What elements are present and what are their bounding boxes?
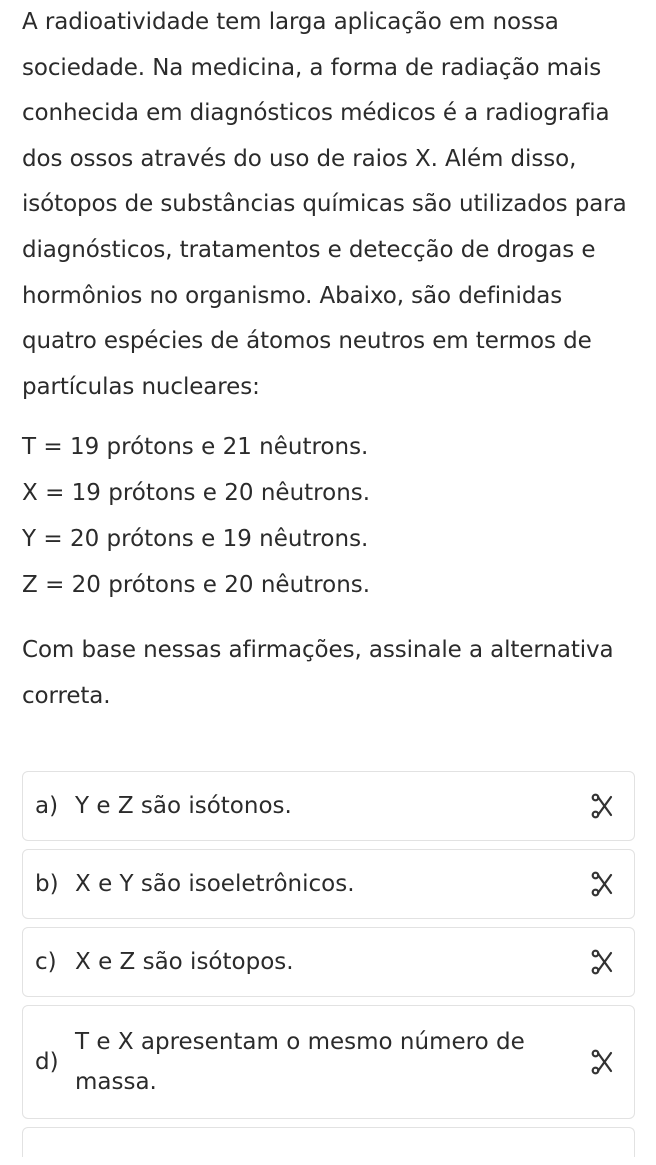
answer-options <box>22 771 635 1165</box>
option-letter: b) <box>35 871 59 897</box>
option-letter: d) <box>35 1049 59 1075</box>
option-letter: c) <box>35 949 57 975</box>
option-a[interactable] <box>22 771 635 841</box>
species-item-x: X = 19 prótons e 20 nêutrons. <box>22 480 371 507</box>
option-text: Y e Z são isótonos. <box>75 793 292 819</box>
option-d[interactable] <box>22 1005 635 1119</box>
option-b[interactable] <box>22 849 635 919</box>
scissors-icon[interactable] <box>590 949 616 975</box>
option-e-partial[interactable] <box>22 1127 635 1157</box>
option-c[interactable] <box>22 927 635 997</box>
question-paragraph: A radioatividade tem larga aplicação em nossa sociedade. Na medicina, a forma de radiação mais conhecida em diagnósticos médicos é a radiografia dos ossos através do uso de raios X. Além disso, isótopos de substâncias químicas são utilizados para diagnósticos, tratamentos e detecção de drogas e hormônios no organismo. Abaixo, são definidas quatro espécies de átomos neutros em termos de partículas nucleares: <box>22 9 627 400</box>
question-prompt: Com base nessas afirmações, assinale a alternativa correta. <box>22 637 614 709</box>
species-item-z: Z = 20 prótons e 20 nêutrons. <box>22 572 371 599</box>
option-text: T e X apresentam o mesmo número de massa. <box>75 1029 525 1095</box>
option-text: X e Z são isótopos. <box>75 949 294 975</box>
species-list <box>22 424 642 608</box>
scissors-icon[interactable] <box>590 871 616 897</box>
species-item-t: T = 19 prótons e 21 nêutrons. <box>22 434 369 461</box>
option-text: X e Y são isoeletrônicos. <box>75 871 355 897</box>
species-item-y: Y = 20 prótons e 19 nêutrons. <box>22 526 369 553</box>
scissors-icon[interactable] <box>590 793 616 819</box>
option-letter: a) <box>35 793 59 819</box>
scissors-icon[interactable] <box>590 1049 616 1075</box>
question-block <box>22 0 642 720</box>
